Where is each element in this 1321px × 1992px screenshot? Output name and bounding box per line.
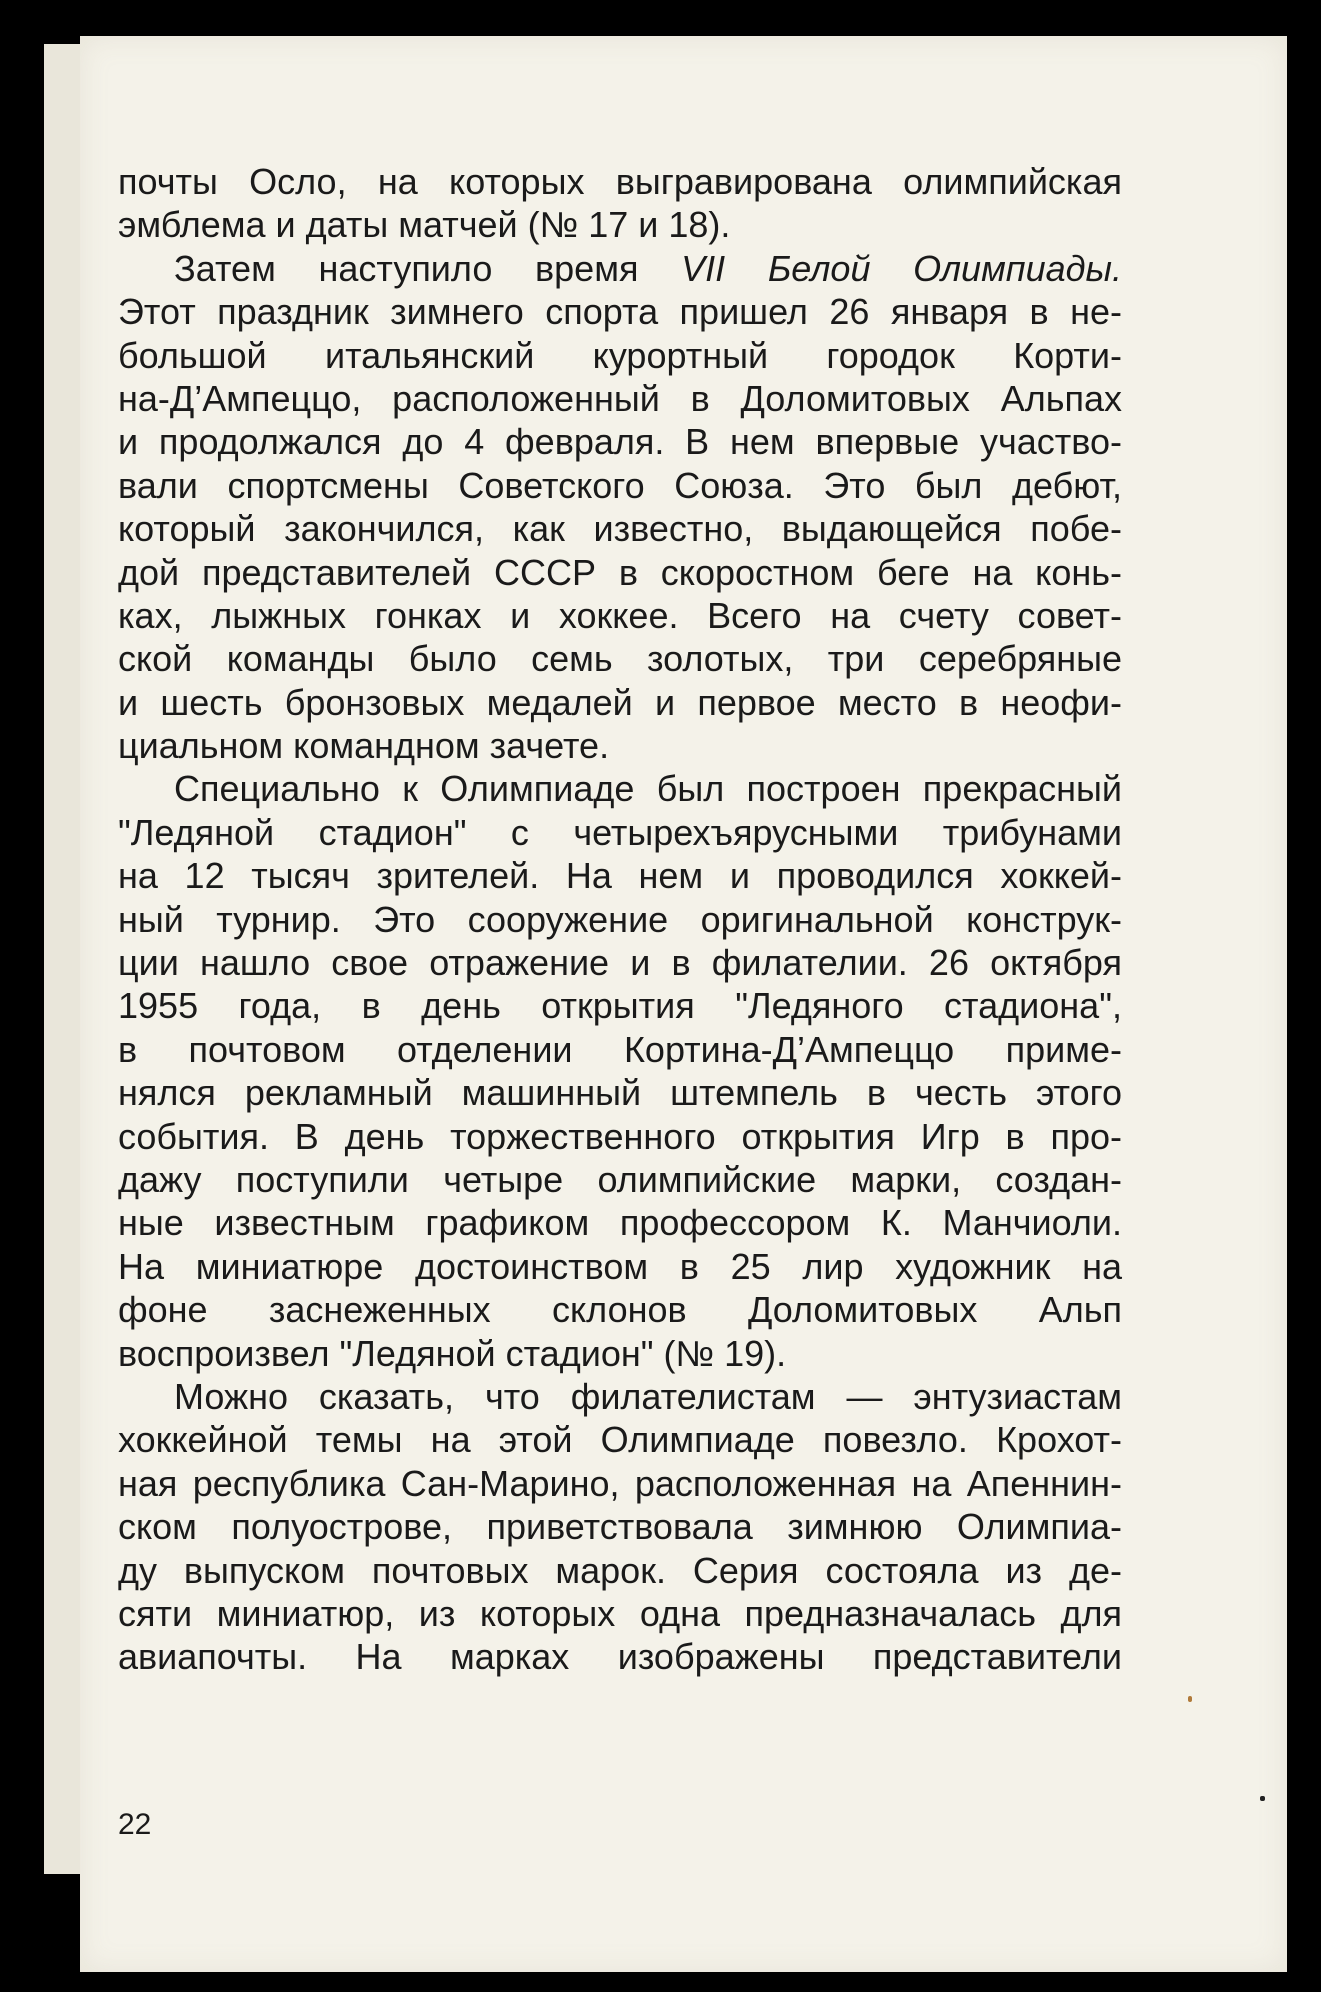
text-line: сяти миниатюр, из которых одна предназначалась для: [118, 1592, 1122, 1634]
text-line: дой представителей СССР в скоростном беге на конь-: [118, 551, 1122, 593]
text-line: Этот праздник зимнего спорта пришел 26 января в не-: [118, 291, 1122, 333]
paper-speck: [1188, 1696, 1192, 1702]
text-line: и продолжался до 4 февраля. В нем впервые участво-: [118, 421, 1122, 463]
text-line: Специально к Олимпиаде был построен прекрасный: [174, 768, 1122, 810]
text-line: [118, 247, 1122, 290]
text-line: Можно сказать, что филателистам — энтузиастам: [174, 1375, 1122, 1417]
text-line: "Ледяной стадион" с четырехъярусными трибунами: [118, 811, 1122, 853]
text-line: который закончился, как известно, выдающейся побе-: [118, 508, 1122, 550]
text-line: вали спортсмены Советского Союза. Это был дебют,: [118, 464, 1122, 506]
text-line: авиапочты. На марках изображены представители: [118, 1636, 1122, 1678]
italic-title: VII Белой Олимпиады.: [681, 247, 1122, 289]
body-text: [118, 160, 1122, 1679]
page-number: 22: [118, 1808, 152, 1841]
text-line: ках, лыжных гонках и хоккее. Всего на счету совет-: [118, 594, 1122, 636]
text-line: ции нашло свое отражение и в филателии. 26 октября: [118, 942, 1122, 984]
text-line: ду выпуском почтовых марок. Серия состояла из де-: [118, 1549, 1122, 1591]
text-line: фоне заснеженных склонов Доломитовых Альп: [118, 1289, 1122, 1331]
text-line: ные известным графиком профессором К. Манчиоли.: [118, 1202, 1122, 1244]
text-line: на-Д’Ампеццо, расположенный в Доломитовых Альпах: [118, 377, 1122, 419]
text-line: эмблема и даты матчей (№ 17 и 18).: [118, 204, 731, 246]
text-line: большой итальянский курортный городок Корти-: [118, 334, 1122, 376]
text-line: нялся рекламный машинный штемпель в честь этого: [118, 1072, 1122, 1114]
text-line: ная республика Сан-Марино, расположенная на Апеннин-: [118, 1462, 1122, 1504]
text-line: хоккейной темы на этой Олимпиаде повезло. Крохот-: [118, 1419, 1122, 1461]
text-line: 1955 года, в день открытия "Ледяного стадиона",: [118, 985, 1122, 1027]
paper-speck: [1260, 1796, 1265, 1801]
text-line: ный турнир. Это сооружение оригинальной конструк-: [118, 898, 1122, 940]
text-line: события. В день торжественного открытия Игр в про-: [118, 1115, 1122, 1157]
text-line: дажу поступили четыре олимпийские марки, создан-: [118, 1158, 1122, 1200]
text-line: и шесть бронзовых медалей и первое место в неофи-: [118, 681, 1122, 723]
text-line: почты Осло, на которых выгравирована олимпийская: [118, 161, 1122, 202]
text-line: циальном командном зачете.: [118, 725, 610, 767]
text-line-part: Затем наступило время: [174, 247, 639, 289]
text-line: ском полуострове, приветствовала зимнюю Олимпиа-: [118, 1506, 1122, 1548]
text-line: На миниатюре достоинством в 25 лир художник на: [118, 1245, 1122, 1287]
text-line: в почтовом отделении Кортина-Д’Ампеццо приме-: [118, 1028, 1122, 1070]
text-line: воспроизвел "Ледяной стадион" (№ 19).: [118, 1332, 787, 1374]
page-edge-stack: [44, 44, 85, 1874]
text-line: на 12 тысяч зрителей. На нем и проводился хоккей-: [118, 855, 1122, 897]
text-line: ской команды было семь золотых, три серебряные: [118, 638, 1122, 680]
